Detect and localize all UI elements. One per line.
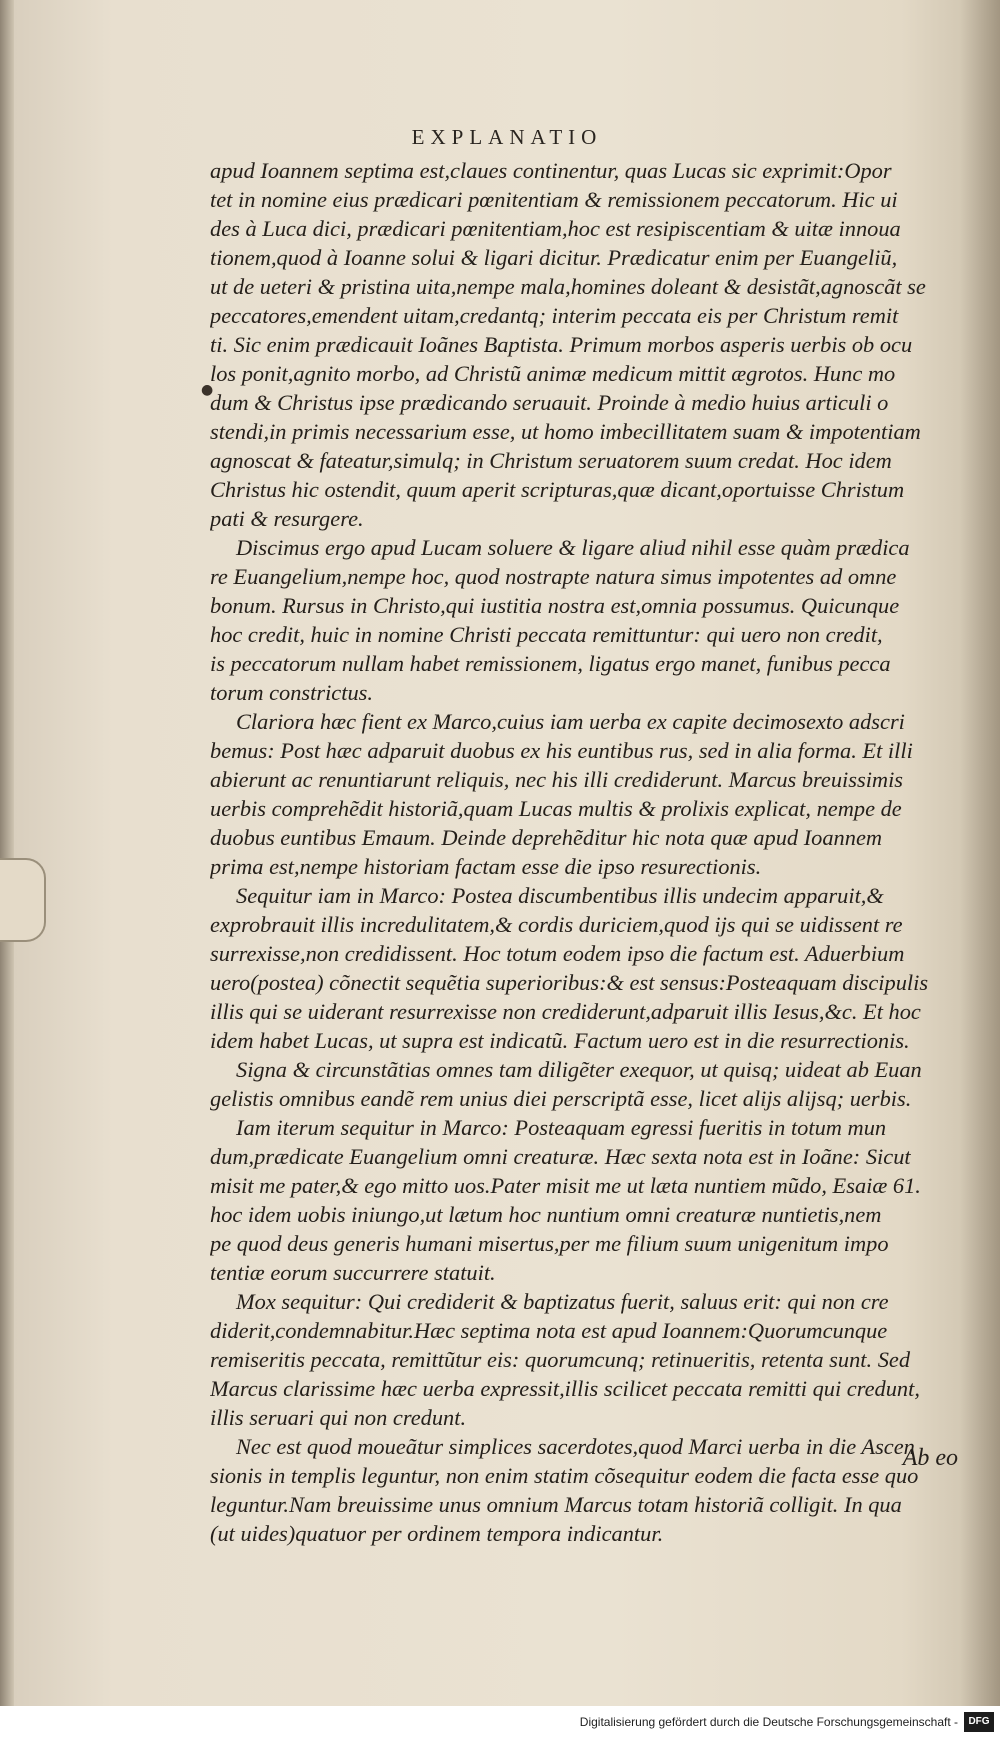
text-line: bonum. Rursus in Christo,qui iustitia nostra est,omnia possumus. Quicunque bbox=[210, 593, 900, 618]
text-line: idem habet Lucas, ut supra est indicatũ. Factum uero est in die resurrectionis. bbox=[210, 1028, 910, 1053]
paragraph bbox=[210, 1055, 974, 1113]
paragraph bbox=[210, 1432, 974, 1548]
text-line: pati & resurgere. bbox=[210, 506, 364, 531]
text-line: illis qui se uiderant resurrexisse non crediderunt,adparuit illis Iesus,&c. Et hoc bbox=[210, 999, 921, 1024]
text-line: gelistis omnibus eandẽ rem unius diei perscriptã esse, licet alijs alijsq; uerbis. bbox=[210, 1086, 912, 1111]
paragraph bbox=[210, 533, 974, 707]
text-line: sionis in templis leguntur, non enim statim cõsequitur eodem die facta esse quo bbox=[210, 1463, 919, 1488]
text-line: stendi,in primis necessarium esse, ut homo imbecillitatem suam & impotentiam bbox=[210, 419, 921, 444]
text-line: prima est,nempe historiam factam esse die ipso resurectionis. bbox=[210, 854, 762, 879]
text-line: bemus: Post hæc adparuit duobus ex his euntibus rus, sed in alia forma. Et illi bbox=[210, 738, 913, 763]
text-line: torum constrictus. bbox=[210, 680, 373, 705]
paragraph bbox=[210, 707, 974, 881]
main-text-block bbox=[210, 156, 974, 1548]
text-line: agnoscat & fateatur,simulq; in Christum seruatorem suum credat. Hoc idem bbox=[210, 448, 892, 473]
text-line: Iam iterum sequitur in Marco: Posteaquam egressi fueritis in totum mun bbox=[236, 1115, 887, 1140]
funding-notice: Digitalisierung gefördert durch die Deutsche Forschungsgemeinschaft - bbox=[579, 1715, 958, 1729]
text-line: Discimus ergo apud Lucam soluere & ligare aliud nihil esse quàm prædica bbox=[236, 535, 910, 560]
text-line: Marcus clarissime hæc uerba expressit,illis scilicet peccata remitti qui credunt, bbox=[210, 1376, 920, 1401]
dfg-logo-icon: DFG bbox=[964, 1712, 994, 1732]
text-line: tet in nomine eius prædicari pœnitentiam & remissionem peccatorum. Hic ui bbox=[210, 187, 898, 212]
bookmark-tab bbox=[0, 858, 46, 942]
paragraph bbox=[210, 881, 974, 1055]
text-line: Signa & circunstãtias omnes tam diligẽter exequor, ut quisq; uideat ab Euan bbox=[236, 1057, 922, 1082]
text-line: tionem,quod à Ioanne solui & ligari dicitur. Prædicatur enim per Euangeliũ, bbox=[210, 245, 898, 270]
text-line: (ut uides)quatuor per ordinem tempora indicantur. bbox=[210, 1521, 664, 1546]
text-line: misit me pater,& ego mitto uos.Pater misit me ut læta nuntiem mũdo, Esaiæ 61. bbox=[210, 1173, 921, 1198]
text-line: tentiæ eorum succurrere statuit. bbox=[210, 1260, 496, 1285]
text-line: los ponit,agnito morbo, ad Christũ animæ medicum mittit ægrotos. Hunc mo bbox=[210, 361, 896, 386]
text-line: ut de ueteri & pristina uita,nempe mala,homines doleant & desistãt,agnoscãt se bbox=[210, 274, 926, 299]
text-line: hoc credit, huic in nomine Christi peccata remittuntur: qui uero non credit, bbox=[210, 622, 883, 647]
text-line: des à Luca dici, prædicari pœnitentiam,hoc est resipiscentiam & uitæ innoua bbox=[210, 216, 901, 241]
text-line: illis seruari qui non credunt. bbox=[210, 1405, 467, 1430]
text-line: dum & Christus ipse prædicando seruauit. Proinde à medio huius articuli o bbox=[210, 390, 889, 415]
text-line: dum,prædicate Euangelium omni creaturæ. Hæc sexta nota est in Ioãne: Sicut bbox=[210, 1144, 911, 1169]
footer-bar bbox=[0, 1706, 1000, 1741]
text-line: duobus euntibus Emaum. Deinde deprehẽditur hic nota quæ apud Ioannem bbox=[210, 825, 883, 850]
text-line: ti. Sic enim prædicauit Ioãnes Baptista. Primum morbos asperis uerbis ob ocu bbox=[210, 332, 913, 357]
text-line: remiseritis peccata, remittũtur eis: quorumcunq; retinueritis, retenta sunt. Sed bbox=[210, 1347, 911, 1372]
text-line: Clariora hæc fient ex Marco,cuius iam uerba ex capite decimosexto adscri bbox=[236, 709, 905, 734]
text-line: pe quod deus generis humani misertus,per me filium suum unigenitum impo bbox=[210, 1231, 889, 1256]
text-line: diderit,condemnabitur.Hæc septima nota est apud Ioannem:Quorumcunque bbox=[210, 1318, 888, 1343]
running-header: EXPLANATIO bbox=[411, 125, 603, 149]
text-line: surrexisse,non credidissent. Hoc totum eodem ipso die factum est. Aduerbium bbox=[210, 941, 905, 966]
text-line: hoc idem uobis iniungo,ut lætum hoc nuntium omni creaturæ nuntietis,nem bbox=[210, 1202, 882, 1227]
paragraph bbox=[210, 1113, 974, 1287]
book-page bbox=[14, 0, 1000, 1706]
text-line: Mox sequitur: Qui crediderit & baptizatus fuerit, saluus erit: qui non cre bbox=[236, 1289, 889, 1314]
text-line: Nec est quod moueãtur simplices sacerdotes,quod Marci uerba in die Ascen bbox=[236, 1434, 915, 1459]
text-line: apud Ioannem septima est,claues continentur, quas Lucas sic exprimit:Opor bbox=[210, 158, 892, 183]
text-line: uerbis comprehẽdit historiã,quam Lucas multis & prolixis explicat, nempe de bbox=[210, 796, 902, 821]
text-line: leguntur.Nam breuissime unus omnium Marcus totam historiã colligit. In qua bbox=[210, 1492, 902, 1517]
text-line: re Euangelium,nempe hoc, quod nostrapte natura simus impotentes ad omne bbox=[210, 564, 897, 589]
catchword: Ab eo bbox=[902, 1445, 958, 1471]
text-line: exprobrauit illis incredulitatem,& cordis duriciem,quod ijs qui se uidissent re bbox=[210, 912, 903, 937]
text-line: abierunt ac renuntiarunt reliquis, nec his illi crediderunt. Marcus breuissimis bbox=[210, 767, 904, 792]
text-line: Sequitur iam in Marco: Postea discumbentibus illis undecim apparuit,& bbox=[236, 883, 884, 908]
paragraph bbox=[210, 156, 974, 533]
text-line: peccatores,emendent uitam,credantq; interim peccata eis per Christum remit bbox=[210, 303, 899, 328]
text-line: is peccatorum nullam habet remissionem, ligatus ergo manet, funibus pecca bbox=[210, 651, 891, 676]
text-line: uero(postea) cõnectit sequẽtia superioribus:& est sensus:Posteaquam discipulis bbox=[210, 970, 929, 995]
text-line: Christus hic ostendit, quum aperit scripturas,quæ dicant,oportuisse Christum bbox=[210, 477, 905, 502]
margin-mark: ● bbox=[201, 382, 214, 398]
paragraph bbox=[210, 1287, 974, 1432]
